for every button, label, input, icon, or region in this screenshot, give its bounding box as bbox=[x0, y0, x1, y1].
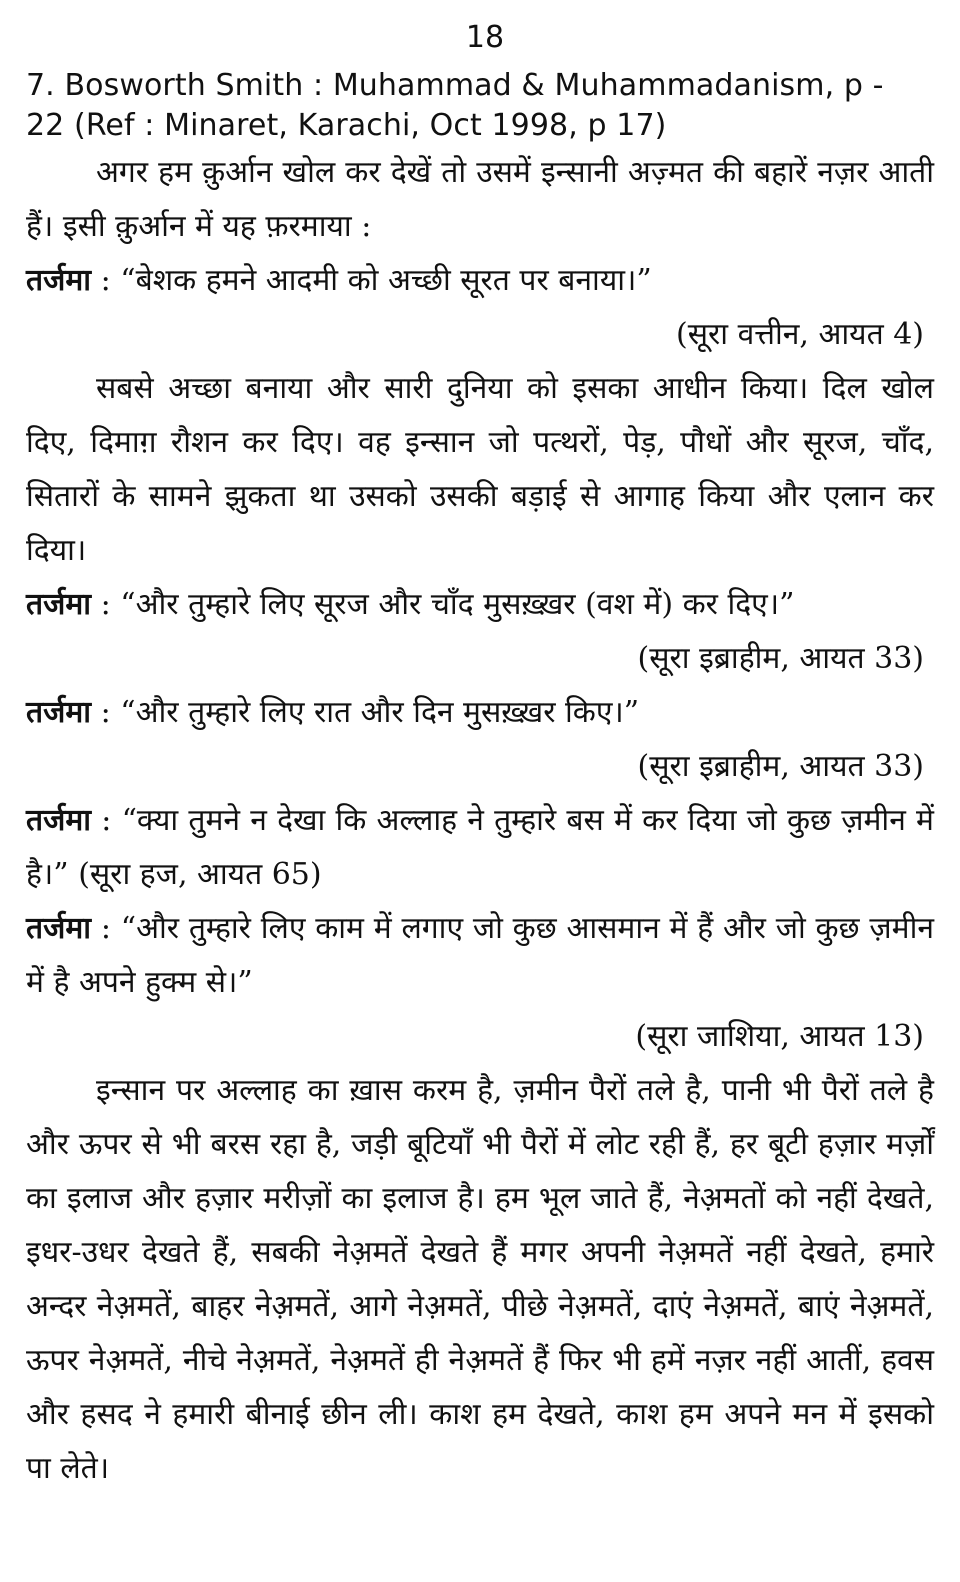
verse-citation: (सूरा इब्राहीम, आयत 33) bbox=[637, 749, 924, 784]
verse-text: : “बेशक हमने आदमी को अच्छी सूरत पर बनाया।” bbox=[100, 263, 652, 298]
verse-citation: (सूरा हज, आयत 65) bbox=[78, 857, 322, 892]
verse-5 bbox=[26, 902, 934, 1010]
verse-text: : “और तुम्हारे लिए काम में लगाए जो कुछ आसमान में हैं और जो कुछ ज़मीन में है अपने हुक्म से।” bbox=[26, 911, 934, 1000]
verse-1 bbox=[26, 254, 934, 308]
verse-2 bbox=[26, 578, 934, 632]
closing-paragraph: इन्सान पर अल्लाह का ख़ास करम है, ज़मीन पैरों तले है, पानी भी पैरों तले है और ऊपर से भी बरस रहा है, जड़ी बूटियाँ भी पैरों में लोट रही हैं, हर बूटी हज़ार मर्ज़ों का इलाज और हज़ार मरीज़ों का इलाज है। हम भूल जाते हैं, नेअ़मतों को नहीं देखते, इधर-उधर देखते हैं, सबकी नेअ़मतें देखते हैं मगर अपनी नेअ़मतें नहीं देखते, हमारे अन्दर नेअ़मतें, बाहर नेअ़मतें, आगे नेअ़मतें, पीछे नेअ़मतें, दाएं नेअ़मतें, बाएं नेअ़मतें, ऊपर नेअ़मतें, नीचे नेअ़मतें, नेअ़मतें ही नेअ़मतें हैं फिर भी हमें नज़र नहीं आतीं, हवस और हसद ने हमारी बीनाई छीन ली। काश हम देखते, काश हम अपने मन में इसको पा लेते। bbox=[26, 1073, 934, 1486]
verse-citation: (सूरा इब्राहीम, आयत 33) bbox=[637, 641, 924, 676]
verse-text: : “क्या तुमने न देखा कि अल्लाह ने तुम्हारे बस में कर दिया जो कुछ ज़मीन में है।” bbox=[26, 803, 934, 892]
verse-label: तर्जमा bbox=[26, 911, 92, 946]
verse-text: : “और तुम्हारे लिए रात और दिन मुसख़्ख़र किए।” bbox=[100, 695, 640, 730]
verse-label: तर्जमा bbox=[26, 263, 92, 298]
middle-paragraph: सबसे अच्छा बनाया और सारी दुनिया को इसका आधीन किया। दिल खोल दिए, दिमाग़ रौशन कर दिए। वह इन्सान जो पत्थरों, पेड़, पौधों और सूरज, चाँद, सितारों के सामने झुकता था उसको उसकी बड़ाई से आगाह किया और एलान कर दिया। bbox=[26, 371, 934, 568]
verse-citation: (सूरा जाशिया, आयत 13) bbox=[635, 1019, 924, 1054]
verse-label: तर्जमा bbox=[26, 803, 92, 838]
intro-paragraph: अगर हम क़ुर्आन खोल कर देखें तो उसमें इन्सानी अज़्मत की बहारें नज़र आती हैं। इसी क़ुर्आन में यह फ़रमाया : bbox=[26, 155, 934, 244]
verse-4 bbox=[26, 794, 934, 902]
verse-label: तर्जमा bbox=[26, 695, 92, 730]
verse-3 bbox=[26, 686, 934, 740]
page-number: 18 bbox=[465, 20, 505, 55]
reference-line-2: 22 (Ref : Minaret, Karachi, Oct 1998, p 17) bbox=[26, 108, 667, 143]
reference-line-1: 7. Bosworth Smith : Muhammad & Muhammadanism, p - bbox=[26, 68, 884, 103]
reference-note bbox=[26, 66, 934, 146]
verse-text: : “और तुम्हारे लिए सूरज और चाँद मुसख़्ख़र (वश में) कर दिए।” bbox=[100, 587, 795, 622]
verse-citation: (सूरा वत्तीन, आयत 4) bbox=[676, 317, 924, 352]
verse-label: तर्जमा bbox=[26, 587, 92, 622]
